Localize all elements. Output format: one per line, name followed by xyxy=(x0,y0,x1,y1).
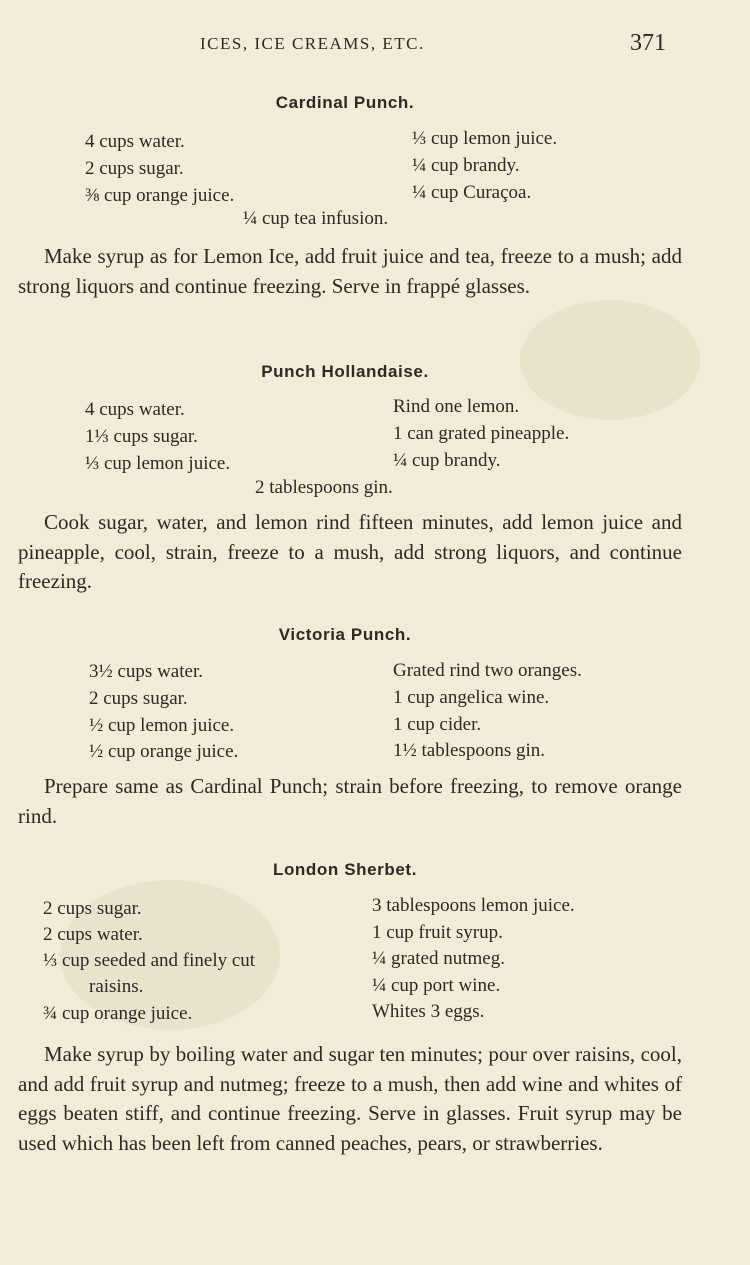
ingredient-item: ¾ cup orange juice. xyxy=(43,1003,193,1024)
ingredient-item: 1½ tablespoons gin. xyxy=(393,740,545,761)
ingredient-item: raisins. xyxy=(89,976,144,997)
ingredient-item: ¼ cup port wine. xyxy=(372,975,501,996)
ingredient-item: ⅓ cup seeded and finely cut xyxy=(43,950,256,971)
ingredient-item: 1 cup fruit syrup. xyxy=(372,922,503,943)
ingredient-item: ¼ cup Curaçoa. xyxy=(412,182,532,203)
ingredient-item: 4 cups water. xyxy=(85,399,185,420)
recipe-title: Cardinal Punch. xyxy=(275,93,415,112)
ingredient-item: 3 tablespoons lemon juice. xyxy=(372,895,575,916)
running-title: ICES, ICE CREAMS, ETC. xyxy=(200,34,425,53)
recipe-title: Punch Hollandaise. xyxy=(261,362,429,381)
recipe-method: Make syrup by boiling water and sugar ten minutes; pour over raisins, cool, and add fruit syrup and nutmeg; freeze to a mush, then add wine and whites of eggs beaten stiff, and continue freezing. Serve in glasses. Fruit syrup may be used which has been left from canned peaches, pears, or strawberries. xyxy=(18,1042,682,1155)
ingredient-item: 1 cup angelica wine. xyxy=(393,687,550,708)
recipe-method: Cook sugar, water, and lemon rind fifteen minutes, add lemon juice and pineapple, cool, strain, freeze to a mush, add strong liquors, and continue freezing. xyxy=(18,510,682,593)
ingredient-item-centered: 2 tablespoons gin. xyxy=(255,477,393,498)
ingredient-item: ⅓ cup lemon juice. xyxy=(85,453,231,474)
ingredient-item: ¼ cup brandy. xyxy=(412,155,520,176)
ingredient-item: 2 cups sugar. xyxy=(85,158,184,179)
ingredient-item: ¼ grated nutmeg. xyxy=(372,948,505,969)
ingredient-item: 4 cups water. xyxy=(85,131,185,152)
ingredient-item: 1 cup cider. xyxy=(393,714,482,735)
ingredient-item: 2 cups sugar. xyxy=(43,898,142,919)
page-number: 371 xyxy=(630,30,666,56)
running-header xyxy=(0,30,750,60)
recipe-title: London Sherbet. xyxy=(272,860,418,879)
ingredient-item: Grated rind two oranges. xyxy=(393,660,582,681)
recipe-title: Victoria Punch. xyxy=(278,625,412,644)
recipe-method: Make syrup as for Lemon Ice, add fruit juice and tea, freeze to a mush; add strong liquors and continue freezing. Serve in frappé glasses. xyxy=(18,244,682,298)
ingredient-item: ⅜ cup orange juice. xyxy=(85,185,235,206)
ingredient-item-centered: ¼ cup tea infusion. xyxy=(243,208,389,229)
ingredient-item: 1 can grated pineapple. xyxy=(393,423,570,444)
ingredient-item: 3½ cups water. xyxy=(89,661,203,682)
ingredient-item: Whites 3 eggs. xyxy=(372,1001,485,1022)
ingredient-item: ⅓ cup lemon juice. xyxy=(412,128,558,149)
ingredient-item: ¼ cup brandy. xyxy=(393,450,501,471)
ingredient-item: 2 cups water. xyxy=(43,924,143,945)
paper-stain xyxy=(520,300,700,420)
recipe-method: Prepare same as Cardinal Punch; strain before freezing, to remove orange rind. xyxy=(18,774,682,828)
ingredient-item: Rind one lemon. xyxy=(393,396,520,417)
ingredient-item: 2 cups sugar. xyxy=(89,688,188,709)
ingredient-item: ½ cup orange juice. xyxy=(89,741,239,762)
ingredient-item: ½ cup lemon juice. xyxy=(89,715,235,736)
ingredient-item: 1⅓ cups sugar. xyxy=(85,426,198,447)
